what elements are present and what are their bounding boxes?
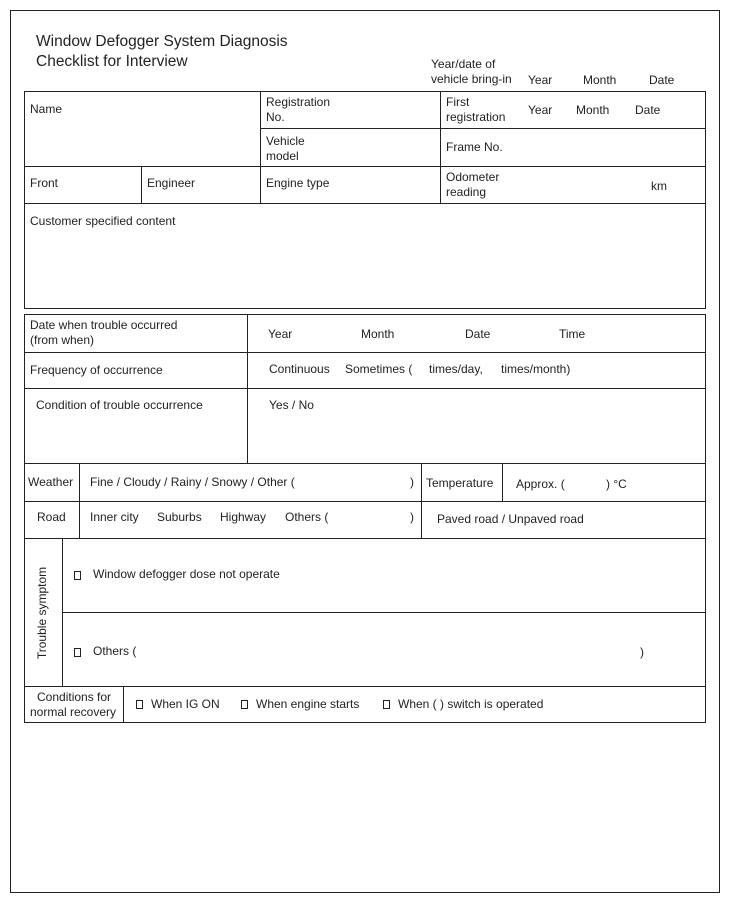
recovery-option-switch: When ( ) switch is operated <box>398 697 544 711</box>
symptom-item-2: Others ( <box>93 644 137 658</box>
recovery-option-ig-on: When IG ON <box>151 697 220 711</box>
road-label: Road <box>37 510 66 524</box>
rule <box>260 91 261 204</box>
bring-in-year: Year <box>528 73 553 87</box>
bring-in-label-1: Year/date of <box>431 57 496 71</box>
rule <box>705 314 706 464</box>
customer-content-label: Customer specified content <box>30 214 176 228</box>
recovery-checkbox-switch[interactable] <box>383 700 390 709</box>
rule <box>705 686 706 723</box>
odometer-unit: km <box>651 179 667 193</box>
rule <box>260 128 706 129</box>
occurrence-time: Time <box>559 327 586 341</box>
frequency-times-month: times/month) <box>501 362 571 376</box>
road-suburbs: Suburbs <box>157 510 202 524</box>
rule <box>24 538 25 687</box>
rule <box>247 314 248 464</box>
first-registration-month: Month <box>576 103 610 117</box>
bring-in-label-2: vehicle bring-in <box>431 72 512 86</box>
road-others: Others ( <box>285 510 329 524</box>
frequency-label: Frequency of occurrence <box>30 363 163 377</box>
page-frame <box>10 10 720 893</box>
vehicle-model-label-1: Vehicle <box>266 134 305 148</box>
occurrence-month: Month <box>361 327 395 341</box>
rule <box>62 538 63 687</box>
condition-yes-no: Yes / No <box>269 398 314 412</box>
first-registration-label-1: First <box>446 95 470 109</box>
rule <box>24 538 706 539</box>
rule <box>24 686 25 723</box>
bring-in-month: Month <box>583 73 617 87</box>
rule <box>24 463 25 539</box>
frequency-continuous: Continuous <box>269 362 330 376</box>
weather-label: Weather <box>28 475 74 489</box>
road-inner-city: Inner city <box>90 510 139 524</box>
recovery-label-1: Conditions for <box>37 690 112 704</box>
occurrence-year: Year <box>268 327 293 341</box>
recovery-checkbox-ig-on[interactable] <box>136 700 143 709</box>
rule <box>62 612 706 613</box>
rule <box>24 686 706 687</box>
recovery-label-2: normal recovery <box>30 705 117 719</box>
odometer-label-2: reading <box>446 185 487 199</box>
recovery-option-engine-starts: When engine starts <box>256 697 360 711</box>
rule <box>705 91 706 309</box>
trouble-symptom-label: Trouble symptom <box>35 566 49 660</box>
symptom-checkbox-2[interactable] <box>74 648 81 657</box>
registration-label-1: Registration <box>266 95 331 109</box>
first-registration-label-2: registration <box>446 110 506 124</box>
rule <box>24 203 706 204</box>
trouble-date-label-1: Date when trouble occurred <box>30 318 178 332</box>
engine-type-label: Engine type <box>266 176 330 190</box>
rule <box>24 308 706 309</box>
front-label: Front <box>30 176 59 190</box>
recovery-checkbox-engine-starts[interactable] <box>241 700 248 709</box>
rule <box>79 463 80 539</box>
trouble-date-label-2: (from when) <box>30 333 95 347</box>
rule <box>24 314 706 315</box>
first-registration-year: Year <box>528 103 553 117</box>
road-highway: Highway <box>220 510 267 524</box>
rule <box>24 722 706 723</box>
form-title-line1: Window Defogger System Diagnosis <box>36 33 288 50</box>
weather-close-paren: ) <box>410 475 414 489</box>
name-label: Name <box>30 102 63 116</box>
odometer-label-1: Odometer <box>446 170 500 184</box>
rule <box>24 91 706 92</box>
form-title-line2: Checklist for Interview <box>36 53 188 70</box>
frequency-times-day: times/day, <box>429 362 483 376</box>
condition-label: Condition of trouble occurrence <box>36 398 203 412</box>
road-close-paren: ) <box>410 510 414 524</box>
registration-label-2: No. <box>266 110 285 124</box>
occurrence-date: Date <box>465 327 491 341</box>
temperature-label: Temperature <box>426 476 494 490</box>
frequency-sometimes: Sometimes ( <box>345 362 413 376</box>
rule <box>24 352 706 353</box>
vehicle-model-label-2: model <box>266 149 299 163</box>
rule <box>24 314 25 464</box>
rule <box>141 166 142 204</box>
rule <box>24 91 25 309</box>
symptom-checkbox-1[interactable] <box>74 571 81 580</box>
rule <box>421 463 422 539</box>
first-registration-date: Date <box>635 103 661 117</box>
temperature-unit: ) °C <box>606 477 627 491</box>
temperature-approx: Approx. ( <box>516 477 565 491</box>
road-surface-options: Paved road / Unpaved road <box>437 512 584 526</box>
symptom-item-1: Window defogger dose not operate <box>93 567 280 581</box>
rule <box>705 538 706 687</box>
rule <box>24 501 706 502</box>
engineer-label: Engineer <box>147 176 196 190</box>
rule <box>24 166 706 167</box>
bring-in-date: Date <box>649 73 675 87</box>
rule <box>440 91 441 204</box>
symptom-close-paren: ) <box>640 645 644 659</box>
rule <box>705 463 706 539</box>
weather-options: Fine / Cloudy / Rainy / Snowy / Other ( <box>90 475 295 489</box>
frame-number-label: Frame No. <box>446 140 503 154</box>
rule <box>123 686 124 723</box>
rule <box>502 463 503 502</box>
rule <box>24 388 706 389</box>
rule <box>24 463 706 464</box>
